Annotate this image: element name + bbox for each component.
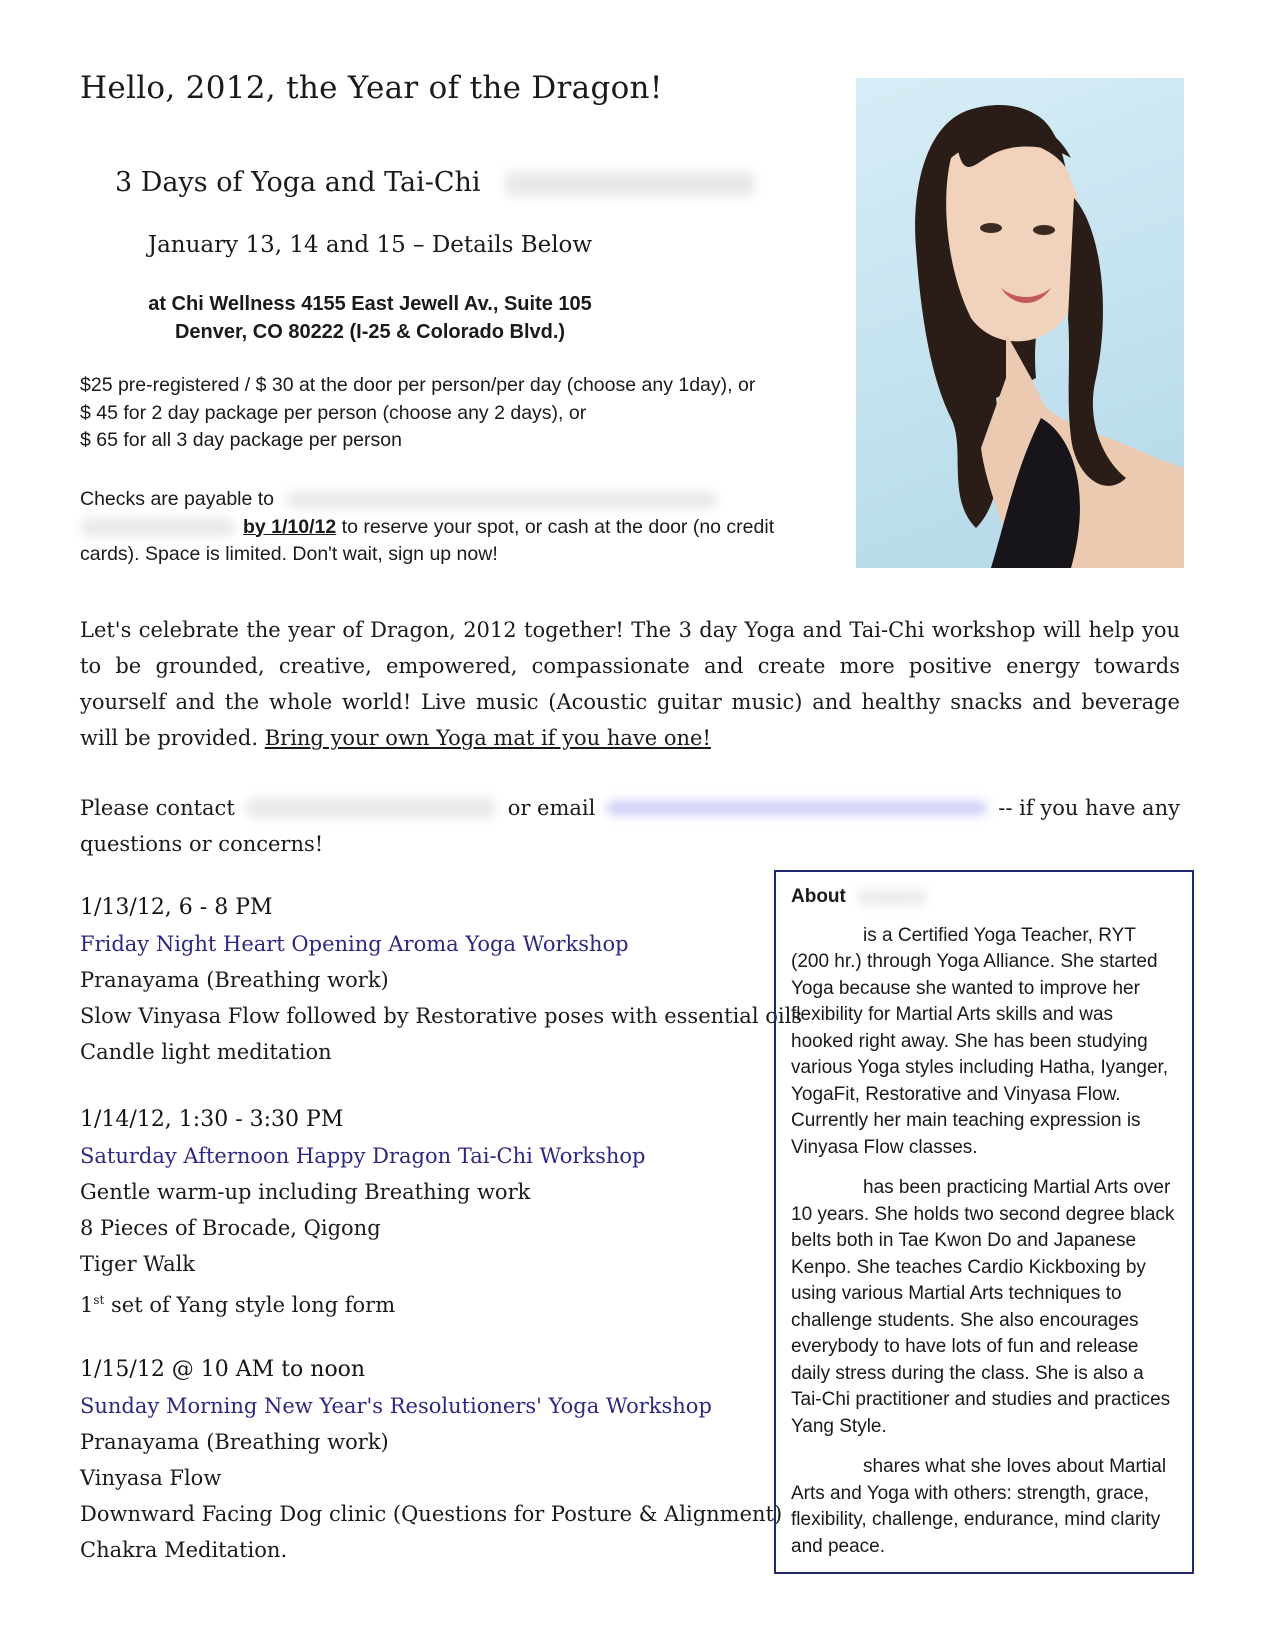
- checks-lead: Checks are payable to: [80, 488, 275, 510]
- event-item: Pranayama (Breathing work): [80, 968, 389, 992]
- price-line: $25 pre-registered / $ 30 at the door per person/per day (choose any 1day), or: [80, 374, 756, 396]
- checks-rest: to reserve your spot, or cash at the door (no credit cards). Space is limited. Don't wait, sign up now!: [80, 515, 775, 565]
- subtitle-text: 3 Days of Yoga and Tai-Chi: [115, 167, 481, 198]
- event-title: Saturday Afternoon Happy Dragon Tai-Chi Workshop: [80, 1144, 646, 1168]
- contact-tail: -- if you have any: [998, 796, 1180, 820]
- contact-line-2: questions or concerns!: [80, 832, 324, 856]
- page-title: Hello, 2012, the Year of the Dragon!: [80, 70, 663, 106]
- event-item-text: set of Yang style long form: [104, 1293, 396, 1317]
- about-box: [774, 870, 1194, 1574]
- event-item: [80, 1282, 645, 1323]
- about-paragraph: [791, 1454, 1177, 1560]
- bring-mat-note: Bring your own Yoga mat if you have one!: [264, 726, 711, 750]
- about-paragraph: [791, 1175, 1177, 1440]
- about-text: is a Certified Yoga Teacher, RYT (200 hr.) through Yoga Alliance. She started Yoga because she wanted to improve her flexibility for Martial Arts skills and was hooked right away. She has been studying various Yoga styles including Hatha, Iyanger, YogaFit, Restorative and Vinyasa Flow. Currently her main teaching expression is Vinyasa Flow classes.: [791, 924, 1169, 1158]
- event-item: Pranayama (Breathing work): [80, 1430, 389, 1454]
- description-text: Let's celebrate the year of Dragon, 2012 together! The 3 day Yoga and Tai-Chi workshop will help you to be grounded, creative, empowered, compassionate and create more positive energy towards yourself and the whole world! Live music (Acoustic guitar music) and healthy snacks and beverage will be provided.: [80, 618, 1180, 750]
- venue-address: [0, 290, 740, 346]
- event-dates: January 13, 14 and 15 – Details Below: [147, 232, 593, 258]
- payment-info: [80, 486, 780, 569]
- about-text: shares what she loves about Martial Arts and Yoga with others: strength, grace, flexibility, challenge, endurance, mind clarity and peace.: [791, 1456, 1167, 1557]
- ordinal-number: 1: [80, 1293, 94, 1317]
- redacted-name: [505, 171, 755, 197]
- about-heading-text: About: [791, 886, 846, 907]
- event-title: Sunday Morning New Year's Resolutioners' Yoga Workshop: [80, 1394, 712, 1418]
- event-item: Downward Facing Dog clinic (Questions for Posture & Alignment): [80, 1502, 783, 1526]
- event-time: 1/14/12, 1:30 - 3:30 PM: [80, 1107, 344, 1132]
- redacted-name: [857, 890, 927, 904]
- redacted-email: [607, 801, 987, 815]
- price-line: $ 45 for 2 day package per person (choose any 2 days), or: [80, 401, 587, 424]
- event-item: Tiger Walk: [80, 1252, 196, 1276]
- contact-lead: Please contact: [80, 796, 235, 820]
- event-time: 1/15/12 @ 10 AM to noon: [80, 1357, 366, 1382]
- contact-info: [80, 790, 1180, 862]
- event-item: Candle light meditation: [80, 1040, 332, 1064]
- event-item: Vinyasa Flow: [80, 1466, 222, 1490]
- about-text: has been practicing Martial Arts over 10 years. She holds two second degree black belts both in Tae Kwon Do and Japanese Kenpo. She teaches Cardio Kickboxing by using various Martial Arts techniques to challenge students. She also encourages everybody to have lots of fun and release daily stress during the class. She is also a Tai-Chi practitioner and studies and practices Yang Style.: [791, 1177, 1175, 1437]
- event-sunday: [80, 1352, 782, 1568]
- event-item: Slow Vinyasa Flow followed by Restorative poses with essential oils: [80, 1004, 803, 1028]
- venue-line-1: at Chi Wellness 4155 East Jewell Av., Suite 105: [148, 293, 592, 315]
- event-saturday: [80, 1102, 645, 1323]
- event-time: 1/13/12, 6 - 8 PM: [80, 895, 273, 920]
- pricing-list: [80, 372, 755, 455]
- contact-middle: or email: [507, 796, 596, 820]
- about-heading: [791, 884, 1177, 911]
- venue-line-2: Denver, CO 80222 (I-25 & Colorado Blvd.): [174, 321, 566, 343]
- event-item: 8 Pieces of Brocade, Qigong: [80, 1216, 381, 1240]
- price-line: $ 65 for all 3 day package per person: [80, 429, 402, 451]
- redacted-payee-cont: [80, 518, 235, 536]
- workshop-subtitle: [115, 167, 755, 198]
- redacted-payee: [287, 491, 717, 509]
- event-item: Chakra Meditation.: [80, 1538, 288, 1562]
- about-paragraph: [791, 923, 1177, 1162]
- event-title: Friday Night Heart Opening Aroma Yoga Workshop: [80, 932, 629, 956]
- workshop-description: [80, 612, 1180, 756]
- event-item: Gentle warm-up including Breathing work: [80, 1180, 531, 1204]
- instructor-photo: [856, 78, 1184, 568]
- event-friday: [80, 890, 802, 1070]
- redacted-phone: [246, 798, 496, 818]
- deadline: by 1/10/12: [243, 515, 337, 538]
- ordinal-suffix: st: [93, 1293, 105, 1307]
